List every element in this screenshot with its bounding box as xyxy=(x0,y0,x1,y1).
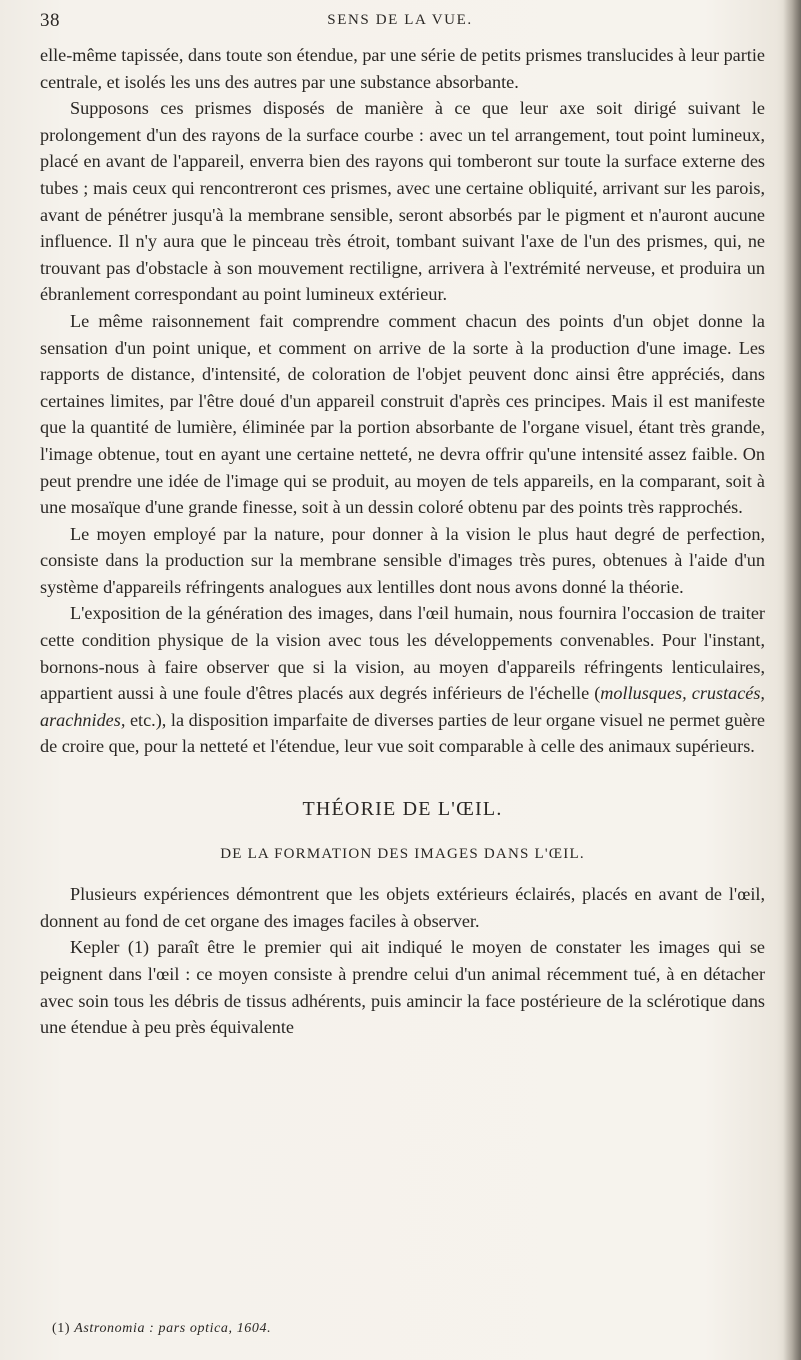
paragraph-text: etc.), la disposition imparfaite de diverses parties de leur organe visuel ne permet guère de croire que, pour la netteté et l'étendue, leur vue soit comparable à celle des animaux supérieurs. xyxy=(40,709,765,757)
subsection-title: DE LA FORMATION DES IMAGES DANS L'ŒIL. xyxy=(220,845,585,862)
page-header xyxy=(40,10,760,40)
italic-taxa: mollusques, crustacés, arachnides, xyxy=(40,683,765,730)
paragraph: Kepler (1) paraît être le premier qui ait indiqué le moyen de constater les images qui se peignent dans l'œil : ce moyen consiste à prendre celui d'un animal récemment tué, à en détacher avec soin tous les débris de tissus adhérents, puis amincir la face postérieure de la sclérotique dans une étendue à peu près équivalente xyxy=(40,937,765,1038)
paragraph: Plusieurs expériences démontrent que les objets extérieurs éclairés, placés en avant de l'œil, donnent au fond de cet organe des images faciles à observer. xyxy=(40,884,765,931)
page-spine-shadow xyxy=(783,0,801,1360)
paragraph-text: L'exposition de la génération des images, dans l'œil humain, nous fournira l'occasion de traiter cette condition physique de la vision avec tous les développements convenables. Pour l'instant, bornons-nous à faire observer que si la vision, au moyen d'appareils réfringents lenticulaires, appartient aussi à une foule d'êtres placés aux degrés inférieurs de l'échelle ( xyxy=(40,603,765,704)
paragraph: Le moyen employé par la nature, pour donner à la vision le plus haut degré de perfection, consiste dans la production sur la membrane sensible d'images très pures, obtenues à l'aide d'un système d'appareils réfringents analogues aux lentilles dont nous avons donné la théorie. xyxy=(40,523,765,597)
running-head: SENS DE LA VUE. xyxy=(327,12,473,28)
page-number: 38 xyxy=(40,10,60,31)
paragraph: Supposons ces prismes disposés de manière à ce que leur axe soit dirigé suivant le prolongement d'un des rayons de la surface courbe : avec un tel arrangement, tout point lumineux, placé en avant de l'appareil, enverra bien des rayons qui tomberont sur toute la surface externe des tubes ; mais ceux qui rencontreront ces prismes, avec une certaine obliquité, arrivant sur les parois, avant de pénétrer jusqu'à la membrane sensible, seront absorbés par le pigment et n'auront aucune influence. Il n'y aura que le pinceau très étroit, tombant suivant l'axe de l'un des prismes, qui, ne trouvant pas d'obstacle à son mouvement rectiligne, arrivera à l'extrémité nerveuse, et produira un ébranlement correspondant au point lumineux extérieur. xyxy=(40,98,765,305)
footnote-marker: (1) xyxy=(52,1321,75,1336)
paragraph: Le même raisonnement fait comprendre comment chacun des points d'un objet donne la sensation d'un point unique, et comment on arrive de la sorte à la production d'une image. Les rapports de distance, d'intensité, de coloration de l'objet peuvent donc ainsi être appréciés, dans certaines limites, par l'être doué d'un appareil construit d'après ces principes. Mais il est manifeste que la quantité de lumière, éliminée par la portion absorbante de l'organe visuel, étant très grande, l'image obtenue, tout en ayant une certaine netteté, ne devra offrir qu'une intensité assez faible. On peut prendre une idée de l'image qui se produit, au moyen de tels appareils, en la comparant, soit à une mosaïque d'une grande finesse, soit à un dessin coloré obtenu par des points très rapprochés. xyxy=(40,310,765,518)
footnote xyxy=(52,1320,752,1338)
footnote-text: Astronomia : pars optica, 1604. xyxy=(74,1321,272,1336)
paragraph: elle-même tapissée, dans toute son étendue, par une série de petits prismes translucides à leur partie centrale, et isolés les uns des autres par une substance absorbante. xyxy=(40,45,765,92)
paragraph xyxy=(40,600,765,760)
body-text xyxy=(40,42,765,1041)
section-title: THÉORIE DE L'ŒIL. xyxy=(302,798,503,821)
